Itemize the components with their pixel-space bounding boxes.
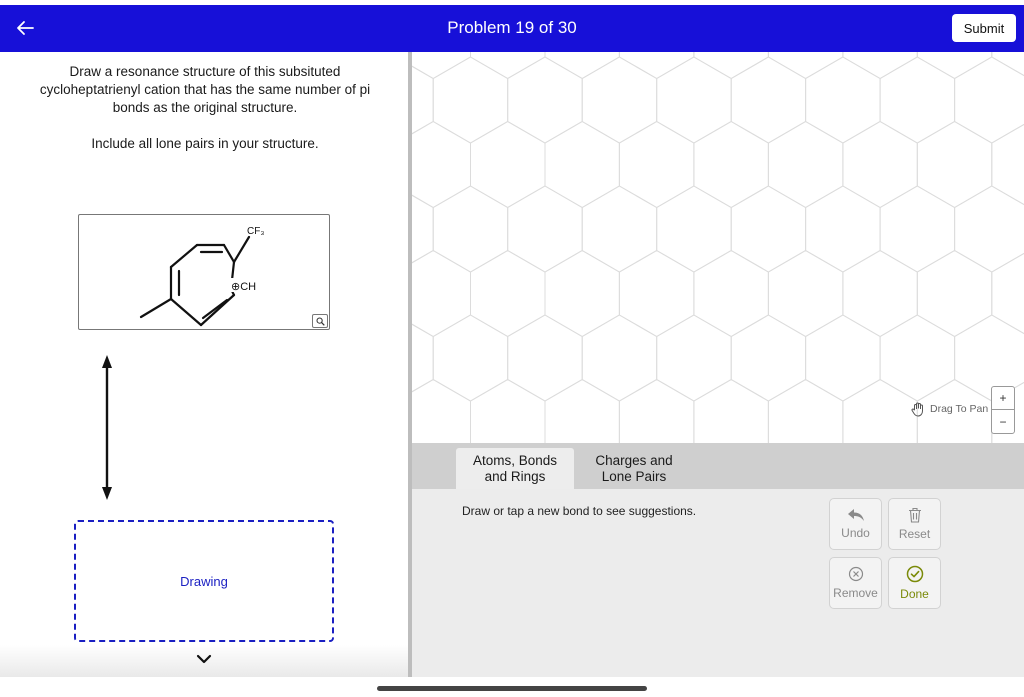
submit-button[interactable]: Submit xyxy=(952,14,1016,42)
zoom-structure-button[interactable] xyxy=(312,314,328,328)
grid-hexagon xyxy=(471,122,546,208)
grid-hexagon xyxy=(545,251,619,337)
grid-hexagon xyxy=(433,57,508,143)
grid-hexagon xyxy=(508,315,583,401)
grid-hexagon xyxy=(471,380,546,444)
tab-label-line2: and Rings xyxy=(484,468,546,484)
grid-hexagon xyxy=(694,380,769,444)
tools-panel xyxy=(412,489,1024,677)
grid-hexagon xyxy=(992,251,1024,337)
grid-hexagon xyxy=(412,52,471,79)
grid-hexagon xyxy=(619,122,694,208)
drawing-canvas[interactable] xyxy=(412,52,1024,443)
grid-hexagon xyxy=(731,57,805,143)
done-label: Done xyxy=(900,587,929,601)
grid-hexagon xyxy=(843,52,917,79)
grid-hexagon xyxy=(880,315,955,401)
molecule-structure xyxy=(79,215,329,329)
page-title: Problem 19 of 30 xyxy=(447,18,577,37)
grid-hexagon xyxy=(917,251,992,337)
grid-hexagon xyxy=(731,186,805,272)
cation-label: ⊕CH xyxy=(231,281,257,293)
grid-hexagon xyxy=(412,315,433,401)
grid-hexagon xyxy=(917,122,992,208)
grid-hexagon xyxy=(412,251,471,337)
chevron-down-icon[interactable] xyxy=(194,651,214,667)
question-prompt: Draw a resonance structure of this subsituted cycloheptatrienyl cation that has the same number of pi bonds as the original structure. xyxy=(39,64,371,115)
grid-hexagon xyxy=(545,122,619,208)
resonance-arrow-icon xyxy=(98,355,116,500)
grid-hexagon xyxy=(806,315,881,401)
remove-button[interactable] xyxy=(829,557,882,609)
substituent-label: CF₃ xyxy=(247,226,265,237)
grid-hexagon xyxy=(412,186,433,272)
grid-hexagon xyxy=(545,52,619,79)
given-structure xyxy=(78,214,330,330)
reset-label: Reset xyxy=(898,527,931,541)
grid-hexagon xyxy=(657,315,732,401)
hand-icon xyxy=(910,401,926,417)
grid-hexagon xyxy=(768,380,843,444)
grid-hexagon xyxy=(843,251,917,337)
remove-label: Remove xyxy=(833,586,878,600)
grid-hexagon xyxy=(412,380,471,444)
undo-button[interactable] xyxy=(829,498,882,550)
tab-label-line2: Lone Pairs xyxy=(601,468,667,484)
zoom-out-button[interactable]: − xyxy=(999,414,1007,429)
question-text xyxy=(20,63,390,171)
tab-atoms-bonds-rings[interactable] xyxy=(456,448,574,489)
grid-hexagon xyxy=(768,122,843,208)
grid-hexagon xyxy=(433,186,508,272)
grid-hexagon xyxy=(992,122,1024,208)
grid-hexagon xyxy=(917,52,992,79)
grid-hexagon xyxy=(619,380,694,444)
grid-hexagon xyxy=(694,52,769,79)
remove-circle-x-icon xyxy=(848,566,864,582)
grid-hexagon xyxy=(768,251,843,337)
grid-hexagon xyxy=(657,57,732,143)
tool-tabs xyxy=(412,443,1024,489)
question-panel xyxy=(0,52,409,677)
grid-hexagon xyxy=(619,251,694,337)
grid-hexagon xyxy=(412,57,433,143)
grid-hexagon xyxy=(545,380,619,444)
grid-hexagon xyxy=(412,122,471,208)
grid-hexagon xyxy=(768,52,843,79)
drawing-label: Drawing xyxy=(180,573,228,589)
zoom-control xyxy=(991,386,1015,434)
grid-hexagon xyxy=(582,315,657,401)
tab-label-line1: Charges and xyxy=(595,452,673,468)
undo-icon xyxy=(847,508,865,522)
drag-to-pan-label: Drag To Pan xyxy=(930,403,989,415)
grid-hexagon xyxy=(731,315,805,401)
drag-to-pan-hint xyxy=(910,401,988,417)
grid-hexagon xyxy=(694,122,769,208)
grid-hexagon xyxy=(508,57,583,143)
grid-hexagon xyxy=(880,186,955,272)
grid-hexagon xyxy=(843,122,917,208)
top-bar xyxy=(0,5,1024,52)
trash-icon xyxy=(908,507,922,523)
grid-hexagon xyxy=(843,380,917,444)
question-instruction: Include all lone pairs in your structure. xyxy=(91,136,319,151)
grid-hexagon xyxy=(433,315,508,401)
hex-grid xyxy=(412,52,1024,443)
drawing-answer-box[interactable] xyxy=(74,520,334,642)
grid-hexagon xyxy=(508,186,583,272)
zoom-in-button[interactable]: + xyxy=(992,387,1014,410)
grid-hexagon xyxy=(471,52,546,79)
magnifier-icon xyxy=(316,317,325,326)
reset-button[interactable] xyxy=(888,498,941,550)
tab-label-line1: Atoms, Bonds xyxy=(472,452,558,468)
bond-hint: Draw or tap a new bond to see suggestions. xyxy=(462,504,697,518)
grid-hexagon xyxy=(582,186,657,272)
undo-label: Undo xyxy=(841,526,870,540)
home-indicator xyxy=(377,686,647,691)
done-button[interactable] xyxy=(888,557,941,609)
grid-hexagon xyxy=(657,186,732,272)
grid-hexagon xyxy=(992,52,1024,79)
grid-hexagon xyxy=(619,52,694,79)
tab-charges-lone-pairs[interactable] xyxy=(578,448,690,489)
check-circle-icon xyxy=(906,565,924,583)
grid-hexagon xyxy=(582,57,657,143)
grid-hexagon xyxy=(471,251,546,337)
grid-hexagon xyxy=(694,251,769,337)
grid-hexagon xyxy=(806,57,881,143)
grid-hexagon xyxy=(806,186,881,272)
grid-hexagon xyxy=(880,57,955,143)
